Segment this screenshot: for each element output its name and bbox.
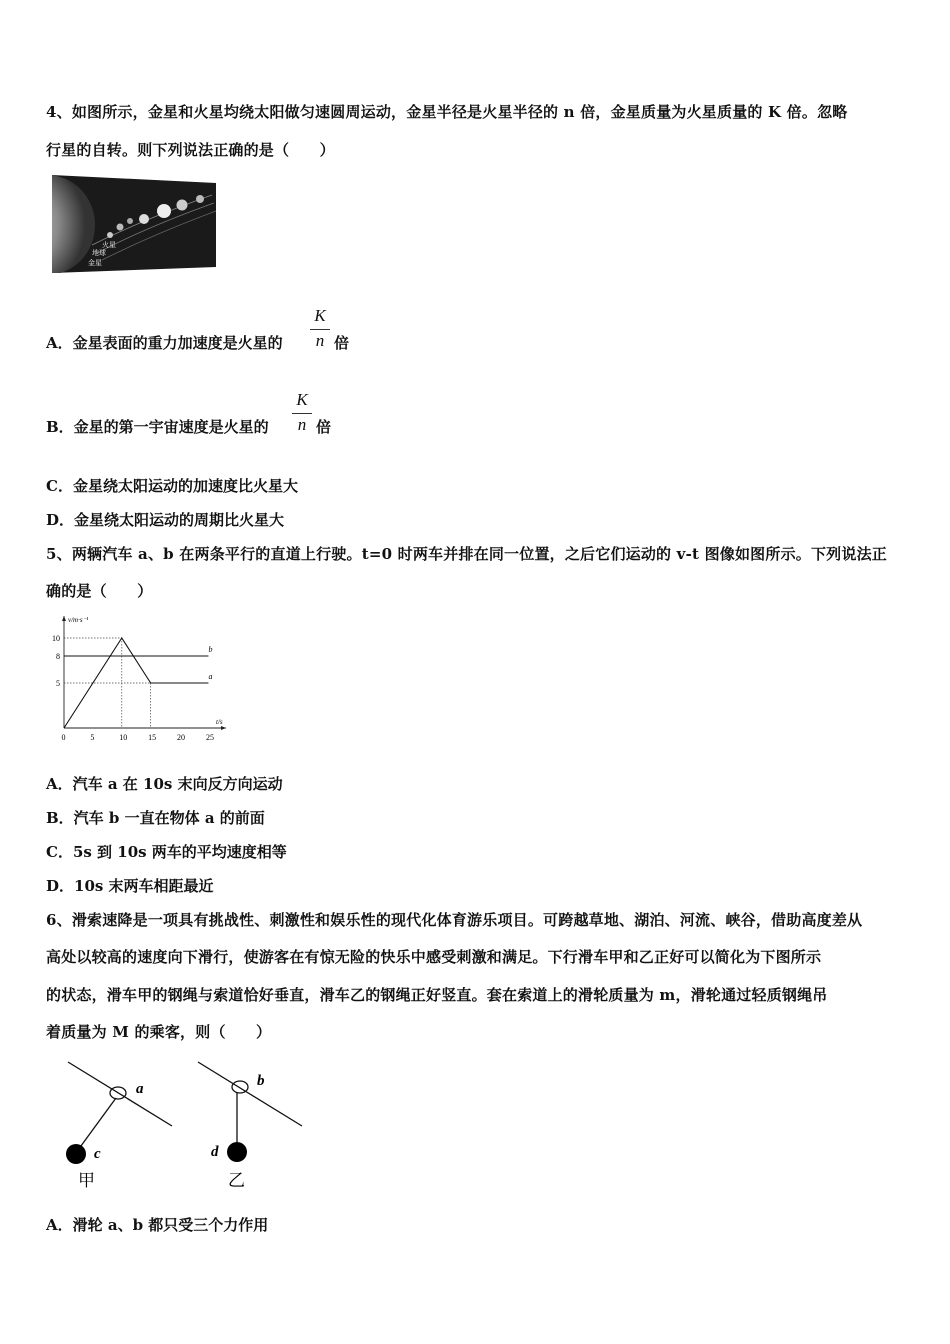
x-tick-label: 5 xyxy=(90,733,95,742)
fraction-denominator-a: n xyxy=(315,331,325,350)
fraction-numerator-b: K xyxy=(296,390,308,409)
q5-option-b: B．汽车 b 一直在物体 a 的前面 xyxy=(46,809,265,827)
fraction-numerator-a: K xyxy=(314,306,326,325)
q6-stem-line1: 6、滑索速降是一项具有挑战性、刺激性和娱乐性的现代化体育游乐项目。可跨越草地、湖泊、河流、峡谷，借助高度差从 xyxy=(46,911,863,929)
y-axis-arrow xyxy=(62,616,66,621)
q4-option-b-suffix: 倍 xyxy=(316,418,332,436)
q5-option-d: D．10s 末两车相距最近 xyxy=(46,877,214,895)
label-jia: 甲 xyxy=(78,1171,95,1190)
q4-stem-line1: 4、如图所示，金星和火星均绕太阳做匀速圆周运动，金星半径是火星半径的 n 倍，金星质量为火星质量的 K 倍。忽略 xyxy=(46,103,848,121)
q4-option-c: C．金星绕太阳运动的加速度比火星大 xyxy=(46,477,298,495)
series-label-b: b xyxy=(208,645,213,654)
label-earth: 地球 xyxy=(92,249,106,257)
fraction-bar-a xyxy=(310,329,330,330)
label-yi: 乙 xyxy=(228,1171,245,1190)
label-b: b xyxy=(257,1073,265,1089)
passenger-d xyxy=(227,1142,247,1162)
label-d: d xyxy=(211,1144,219,1160)
x-tick-label: 10 xyxy=(119,733,128,742)
x-tick-label: 25 xyxy=(205,733,214,742)
x-tick-label: 0 xyxy=(61,733,66,742)
q6-stem-line3: 的状态，滑车甲的钢绳与索道恰好垂直，滑车乙的钢绳正好竖直。套在索道上的滑轮质量为 m，滑轮通过轻质钢绳吊 xyxy=(46,986,828,1004)
rope-jia xyxy=(78,1098,116,1150)
label-mars: 火星 xyxy=(102,241,116,249)
label-c: c xyxy=(94,1146,101,1162)
fraction-denominator-b: n xyxy=(297,415,307,434)
q4-option-a xyxy=(46,332,283,353)
q4-option-b xyxy=(46,416,269,437)
q5-stem-line2: 确的是（ ） xyxy=(46,582,153,600)
vt-chart xyxy=(44,612,234,750)
y-tick-label: 5 xyxy=(56,679,60,688)
q6-stem-line2: 高处以较高的速度向下滑行，使游客在有惊无险的快乐中感受刺激和满足。下行滑车甲和乙正好可以简化为下图所示 xyxy=(46,948,822,966)
cable-yi xyxy=(198,1062,302,1126)
y-tick-label: 10 xyxy=(52,634,60,643)
q6-stem-line4: 着质量为 M 的乘客，则（ ） xyxy=(46,1023,272,1041)
label-a: a xyxy=(136,1081,144,1097)
pulley-b xyxy=(232,1081,248,1093)
y-tick-label: 8 xyxy=(56,652,60,661)
x-axis-arrow xyxy=(221,726,226,730)
q4-option-b-text: B．金星的第一宇宙速度是火星的 xyxy=(46,418,269,436)
passenger-c xyxy=(66,1144,86,1164)
q5-option-a: A．汽车 a 在 10s 末向反方向运动 xyxy=(46,775,283,793)
q6-option-a: A．滑轮 a、b 都只受三个力作用 xyxy=(46,1216,269,1234)
x-axis-label: t/s xyxy=(216,718,223,726)
cable-jia xyxy=(68,1062,172,1126)
q4-option-a-text: A．金星表面的重力加速度是火星的 xyxy=(46,334,283,352)
series-label-a: a xyxy=(208,672,213,681)
zipline-diagram xyxy=(60,1050,310,1195)
x-tick-label: 15 xyxy=(148,733,157,742)
q5-stem-line1: 5、两辆汽车 a、b 在两条平行的直道上行驶。t=0 时两车并排在同一位置，之后它们运动的 v-t 图像如图所示。下列说法正 xyxy=(46,545,887,563)
y-axis-label: v/m·s⁻¹ xyxy=(68,616,89,624)
x-tick-label: 20 xyxy=(177,733,186,742)
q4-option-d: D．金星绕太阳运动的周期比火星大 xyxy=(46,511,285,529)
label-venus: 金星 xyxy=(88,259,102,267)
q5-option-c: C．5s 到 10s 两车的平均速度相等 xyxy=(46,843,287,861)
fraction-bar-b xyxy=(292,413,312,414)
solar-system-image xyxy=(52,175,216,273)
q4-option-a-suffix: 倍 xyxy=(334,334,350,352)
q4-stem-line2: 行星的自转。则下列说法正确的是（ ） xyxy=(46,141,335,159)
